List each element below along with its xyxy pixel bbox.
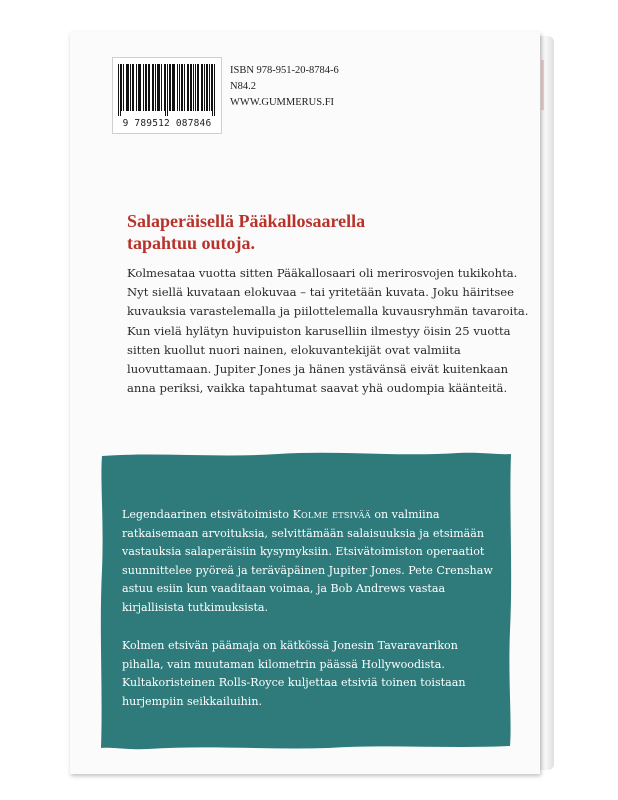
barcode-bar [214, 64, 215, 116]
book-back-cover [70, 32, 540, 774]
barcode-bar [209, 64, 210, 111]
barcode-bar [179, 64, 180, 111]
barcode-bar [206, 64, 207, 111]
barcode-bar [161, 64, 162, 111]
barcode-bar [177, 64, 178, 111]
barcode-bar [187, 64, 188, 111]
barcode-bar [152, 64, 153, 111]
barcode-bar [132, 64, 133, 111]
barcode [112, 57, 222, 134]
spine-mark [541, 60, 544, 110]
isbn-number: ISBN 978-951-20-8784-6 [230, 65, 339, 76]
barcode-bar [159, 64, 160, 111]
barcode-bar [188, 64, 189, 111]
series-description: on valmiina ratkaisemaan arvoituksia, selvittämään salaisuuksia ja etsimään vastauksia salaperäisiin kysymyksiin. Etsivätoimiston operaatiot suunnittelee pyöreä ja teräväpäinen Jupiter Jones. Pete Crenshaw astuu esiin kun vaaditaan voimaa, ja Bob Andrews vastaa kirjallisista tutkimuksista. [122, 508, 493, 614]
barcode-bar [120, 64, 121, 116]
barcode-bar [153, 64, 154, 111]
barcode-bar [164, 64, 165, 111]
barcode-bar [198, 64, 199, 111]
barcode-bar [201, 64, 202, 111]
barcode-bar [158, 64, 159, 111]
barcode-bar [139, 64, 140, 111]
barcode-bar [182, 64, 183, 111]
isbn-info [230, 63, 339, 111]
barcode-bar [138, 64, 139, 111]
barcode-bar [118, 64, 119, 116]
barcode-bar [172, 64, 173, 111]
barcode-bar [211, 64, 212, 111]
barcode-bar [165, 64, 166, 116]
barcode-bar [157, 64, 158, 111]
barcode-bar [197, 64, 198, 111]
barcode-bar [184, 64, 185, 111]
barcode-bar [190, 64, 191, 111]
barcode-bar [145, 64, 146, 111]
blurb: Kolmesataa vuotta sitten Pääkallosaari oli merirosvojen tukikohta. Nyt siellä kuvataan elokuvaa – tai yritetään kuvata. Joku häiritsee kuvauksia varastelemalla ja piilottelemalla kuvausryhmän tavaroita. Kun vielä hylätyn huvipuiston karuselliin ilmestyy öisin 25 vuotta sitten kuollut nuori nainen, elokuvantekijät ovat valmiita luovuttamaan. Jupiter Jones ja hänen ystävänsä eivät kuitenkaan anna periksi, vaikka tapahtumat saavat yhä oudompia käänteitä. [127, 266, 529, 396]
barcode-bar [195, 64, 196, 111]
barcode-bar [170, 64, 171, 111]
barcode-bar [149, 64, 150, 111]
publisher-website: WWW.GUMMERUS.FI [230, 97, 335, 108]
series-info-paragraph-1 [122, 506, 494, 618]
barcode-bar [136, 64, 137, 111]
barcode-bar [133, 64, 134, 111]
series-name: Kolme etsivää [292, 508, 371, 521]
barcode-bar [121, 64, 122, 111]
barcode-bar [181, 64, 182, 111]
barcode-bar [130, 64, 131, 111]
barcode-bar [191, 64, 192, 111]
book-spine-edge [540, 36, 554, 770]
barcode-bar [167, 64, 168, 116]
series-intro-text: Legendaarinen etsivätoimisto [122, 508, 293, 521]
barcode-bar [140, 64, 141, 111]
barcode-bar [173, 64, 174, 111]
library-classification: N84.2 [230, 81, 256, 92]
barcode-bar [174, 64, 175, 111]
barcode-bar [143, 64, 144, 111]
barcode-bars [118, 64, 216, 116]
barcode-bar [207, 64, 208, 111]
series-info-paragraph-2: Kolmen etsivän päämaja on kätkössä Jonesin Tavaravarikon pihalla, vain muutaman kilometrin päässä Hollywoodista. Kultakoristeinen Rolls-Royce kuljettaa etsiviä toinen toistaan hurjempiin seikkailuihin. [122, 639, 466, 708]
barcode-bar [212, 64, 213, 116]
barcode-digits: 9 789512 087846 [122, 118, 212, 129]
tagline: Salaperäisellä Pääkallosaarella tapahtuu outoja. [127, 211, 366, 253]
barcode-bar [155, 64, 156, 111]
barcode-bar [148, 64, 149, 111]
barcode-bar [193, 64, 194, 111]
barcode-bar [123, 64, 124, 111]
barcode-bar [202, 64, 203, 111]
barcode-bar [204, 64, 205, 111]
barcode-bar [169, 64, 170, 111]
barcode-bar [128, 64, 129, 111]
barcode-bar [126, 64, 127, 111]
barcode-bar [146, 64, 147, 111]
barcode-bar [127, 64, 128, 111]
